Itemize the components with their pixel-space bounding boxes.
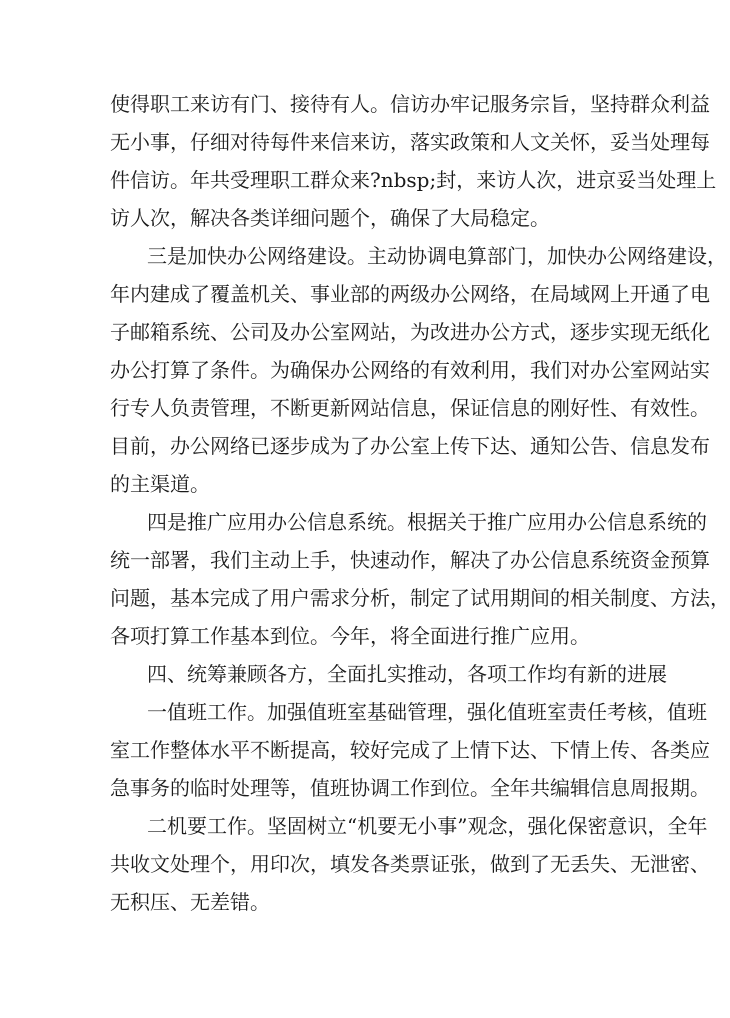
paragraph-line: 目前，办公网络已逐步成为了办公室上传下达、通知公告、信息发布 [110, 434, 710, 458]
paragraph-line: 四是推广应用办公信息系统。根据关于推广应用办公信息系统的 [147, 510, 707, 534]
paragraph-line: 行专人负责管理，不断更新网站信息，保证信息的刚好性、有效性。 [110, 396, 710, 420]
paragraph-line: 使得职工来访有门、接待有人。信访办牢记服务宗旨，坚持群众利益 [110, 92, 710, 116]
paragraph-line: 的主渠道。 [110, 472, 210, 496]
paragraph-line: 三是加快办公网络建设。主动协调电算部门，加快办公网络建设， [147, 244, 727, 268]
paragraph-line: 一值班工作。加强值班室基础管理，强化值班室责任考核，值班 [147, 700, 707, 724]
paragraph-line: 子邮箱系统、公司及办公室网站，为改进办公方式，逐步实现无纸化 [110, 320, 710, 344]
paragraph-line: 各项打算工作基本到位。今年，将全面进行推广应用。 [110, 624, 590, 648]
paragraph-line: 无小事，仔细对待每件来信来访，落实政策和人文关怀，妥当处理每 [110, 130, 710, 154]
paragraph-line: 二机要工作。坚固树立“机要无小事”观念，强化保密意识，全年 [147, 814, 708, 838]
paragraph-line: 急事务的临时处理等，值班协调工作到位。全年共编辑信息周报期。 [110, 776, 710, 800]
paragraph-line: 年内建成了覆盖机关、事业部的两级办公网络，在局域网上开通了电 [110, 282, 710, 306]
paragraph-line: 件信访。年共受理职工群众来?nbsp;封，来访人次，进京妥当处理上 [110, 168, 717, 192]
paragraph-line: 无积压、无差错。 [110, 890, 270, 914]
paragraph-line: 问题，基本完成了用户需求分析，制定了试用期间的相关制度、方法， [110, 586, 730, 610]
paragraph-line: 访人次，解决各类详细问题个，确保了大局稳定。 [110, 206, 550, 230]
paragraph-line: 共收文处理个，用印次，填发各类票证张，做到了无丢失、无泄密、 [110, 852, 710, 876]
paragraph-line: 办公打算了条件。为确保办公网络的有效利用，我们对办公室网站实 [110, 358, 710, 382]
paragraph-line: 室工作整体水平不断提高，较好完成了上情下达、下情上传、各类应 [110, 738, 710, 762]
section-heading: 四、统筹兼顾各方，全面扎实推动，各项工作均有新的进展 [147, 662, 667, 686]
paragraph-line: 统一部署，我们主动上手，快速动作，解决了办公信息系统资金预算 [110, 548, 710, 572]
